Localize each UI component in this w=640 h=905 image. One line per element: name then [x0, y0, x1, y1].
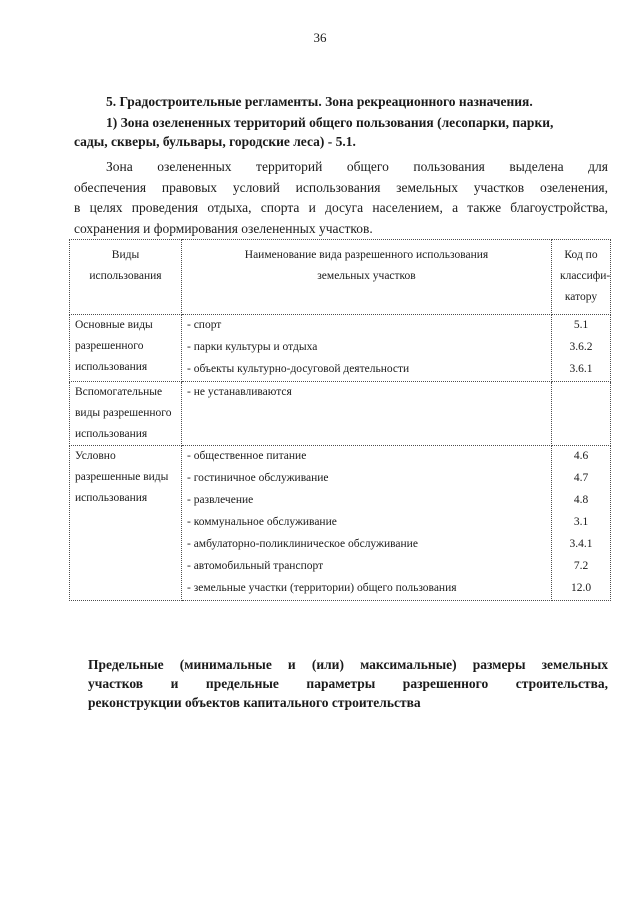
table-row-main-uses	[70, 315, 611, 382]
use-item: - парки культуры и отдыха	[187, 341, 318, 353]
use-item: - земельные участки (территории) общего пользования	[187, 582, 457, 594]
zone-description	[74, 157, 608, 239]
code-item: 4.6	[573, 450, 589, 462]
main-uses-label: Основные виды разрешенного использования	[70, 315, 182, 382]
use-item: - автомобильный транспорт	[187, 560, 324, 572]
main-uses-list	[182, 315, 552, 382]
use-item: - амбулаторно-поликлиническое обслуживание	[187, 538, 418, 550]
code-item: 4.7	[573, 472, 589, 484]
main-uses-codes	[552, 315, 611, 382]
use-item: - коммунальное обслуживание	[187, 516, 337, 528]
section-title: 5. Градостроительные регламенты. Зона рекреационного назначения.	[106, 94, 533, 109]
paragraph-line-3: в целях проведения отдыха, спорта и досуга населением, а также благоустройства,	[74, 200, 608, 215]
code-item: 3.4.1	[569, 538, 593, 550]
use-item: - общественное питание	[187, 450, 307, 462]
header-classifier-code: Код по классифи-катору	[552, 240, 611, 315]
paragraph-line-2: обеспечения правовых условий использования земельных участков озеленения,	[74, 179, 608, 195]
header-use-name: Наименование вида разрешенного использования земельных участков	[182, 240, 552, 315]
code-item: 4.8	[573, 494, 589, 506]
use-item: - гостиничное обслуживание	[187, 472, 329, 484]
code-item: 5.1	[573, 319, 589, 331]
conditional-uses-codes	[552, 446, 611, 601]
header-use-types: Виды использования	[70, 240, 182, 315]
limits-heading-line-3: реконструкции объектов капитального строительства	[88, 695, 421, 710]
code-item: 3.6.1	[569, 363, 593, 375]
limits-heading-line-2: участков и предельные параметры разрешенного строительства,	[88, 676, 608, 691]
use-item: - спорт	[187, 319, 222, 331]
zone-heading-line-1: 1) Зона озелененных территорий общего пользования (лесопарки, парки,	[106, 115, 554, 130]
limits-heading	[88, 655, 608, 712]
limits-heading-line-1: Предельные (минимальные и (или) максимальные) размеры земельных	[88, 657, 608, 672]
use-item: - не устанавливаются	[187, 386, 292, 398]
use-item: - развлечение	[187, 494, 254, 506]
code-item: 3.1	[573, 516, 589, 528]
table-row-conditional-uses	[70, 446, 611, 601]
auxiliary-uses-list	[182, 382, 552, 446]
auxiliary-uses-label: Вспомогательные виды разрешенного использования	[70, 382, 182, 446]
conditional-uses-list	[182, 446, 552, 601]
zone-heading	[74, 113, 606, 151]
use-item: - объекты культурно-досуговой деятельности	[187, 363, 410, 375]
conditional-uses-label: Условно разрешенные виды использования	[70, 446, 182, 601]
page-number: 36	[313, 30, 327, 45]
table-header-row	[70, 240, 611, 315]
permitted-uses-table	[69, 239, 611, 601]
code-item: 12.0	[570, 582, 592, 594]
table-row-auxiliary-uses	[70, 382, 611, 446]
paragraph-line-4: сохранения и формирования озелененных участков.	[74, 220, 373, 236]
paragraph-line-1: Зона озелененных территорий общего пользования выделена для	[106, 159, 608, 174]
auxiliary-uses-codes	[552, 382, 611, 446]
code-item: 3.6.2	[569, 341, 593, 353]
code-item: 7.2	[573, 560, 589, 572]
zone-heading-line-2: сады, скверы, бульвары, городские леса) - 5.1.	[74, 134, 356, 149]
